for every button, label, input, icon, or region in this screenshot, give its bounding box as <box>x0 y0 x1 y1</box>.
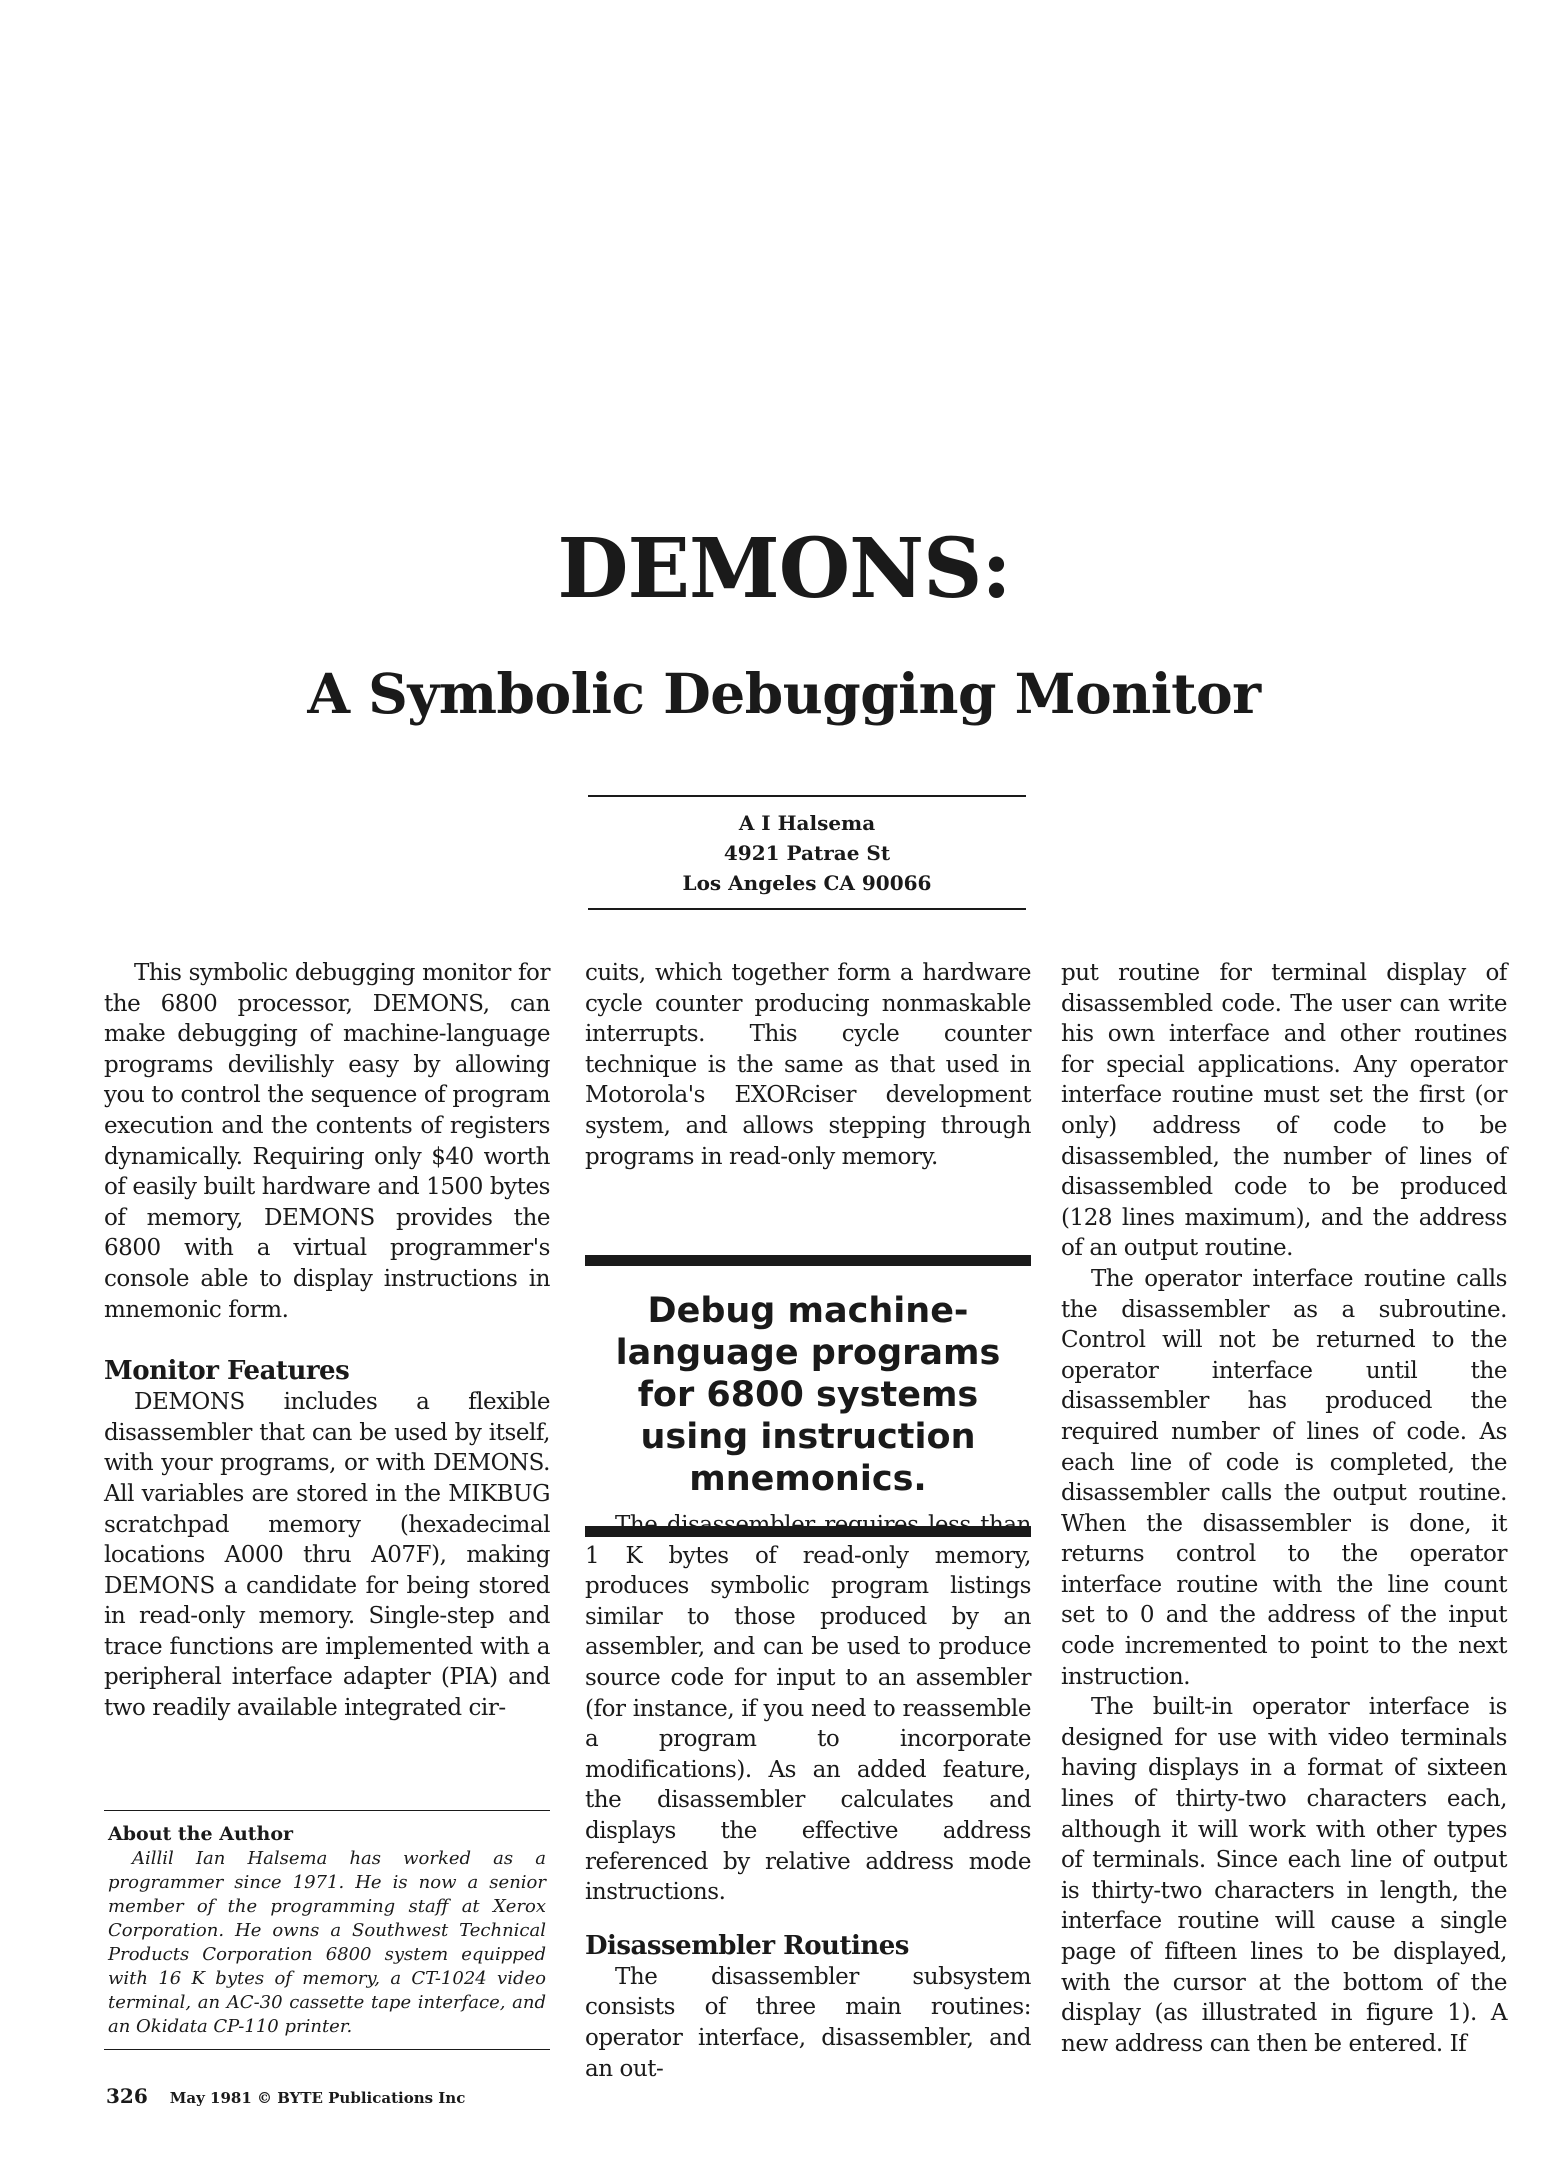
author-city: Los Angeles CA 90066 <box>682 871 932 895</box>
about-author-title: About the Author <box>108 1823 294 1845</box>
built-in-interface-paragraph: The built-in operator interface is designed for use with video terminals having displays in a format of sixteen lines of thirty-two characters each, although it will work with other types of terminals. Since each line of output is thirty-two characters in length, the interface routine will cause a single page of fifteen lines to be displayed, with the cursor at the bottom of the display (as illustrated in figure 1). A new address can then be entered. If <box>1061 1694 1507 2057</box>
output-routine-paragraph: put routine for terminal display of disassembled code. The user can write his own interface and other routines for special applications. Any operator interface routine must set the first (or only) address of code to be disassembled, the number of lines of disassembled code to be produced (128 lines maximum), and the address of an output routine. <box>1061 960 1507 1262</box>
disassembler-routines-heading: Disassembler Routines <box>585 1930 909 1961</box>
routines-paragraph: The disassembler subsystem consists of three main routines: operator interface, disassembler, and an out- <box>585 1963 1031 2082</box>
column-3 <box>1061 958 1507 2059</box>
column-2-top <box>585 958 1031 1172</box>
article-subtitle: A Symbolic Debugging Monitor <box>307 661 1261 726</box>
issue-credit: May 1981 © BYTE Publications Inc <box>169 2089 466 2107</box>
page-footer <box>106 2084 465 2108</box>
author-street: 4921 Patrae St <box>723 841 891 865</box>
column-1 <box>104 958 550 1724</box>
pull-quote: Debug machine-language programs for 6800 systems using instruction mnemonics. <box>585 1255 1031 1537</box>
author-name: A I Halsema <box>738 811 876 835</box>
page-number: 326 <box>106 2084 148 2108</box>
about-author-text: Aillil Ian Halsema has worked as a programmer since 1971. He is now a senior member of the programming staff at Xerox Corporation. He owns a Southwest Technical Products Corporation 6800 system equipped with 16 K bytes of memory, a CT-1024 video terminal, an AC-30 cassette tape interface, and an Okidata CP-110 printer. <box>108 1848 546 2037</box>
intro-paragraph: This symbolic debugging monitor for the 6800 processor, DEMONS, can make debugging of machine-language programs devilishly easy by allowing you to control the sequence of program execution and the contents of registers dynamically. Requiring only $40 worth of easily built hardware and 1500 bytes of memory, DEMONS provides the 6800 with a virtual programmer's console able to display instructions in mnemonic form. <box>104 960 550 1323</box>
continued-paragraph: cuits, which together form a hardware cycle counter producing nonmaskable interrupts. This cycle counter technique is the same as that used in Motorola's EXORciser development system, and allows stepping through programs in read-only memory. <box>585 960 1031 1170</box>
operator-interface-paragraph: The operator interface routine calls the disassembler as a subroutine. Control will not be returned to the operator interface until the disassembler has produced the required number of lines of code. As each line of code is completed, the disassembler calls the output routine. When the disassembler is done, it returns control to the operator interface routine with the line count set to 0 and the address of the input code incremented to point to the next instruction. <box>1061 1265 1507 1690</box>
article-title: DEMONS: <box>557 521 1011 617</box>
about-author-box <box>104 1810 550 2050</box>
features-paragraph: DEMONS includes a flexible disassembler that can be used by itself, with your programs, or with DEMONS. All variables are stored in the MIKBUG scratchpad memory (hexadecimal locations A000 thru A07F), making DEMONS a candidate for being stored in read-only memory. Single-step and trace functions are implemented with a peripheral interface adapter (PIA) and two readily available integrated cir- <box>104 1389 550 1722</box>
disassembler-paragraph: The disassembler requires less than 1 K bytes of read-only memory, produces symbolic program listings similar to those produced by an assembler, and can be used to produce source code for input to an assembler (for instance, if you need to reassemble a program to incorporate modifications). As an added feature, the disassembler calculates and displays the effective address referenced by relative address mode instructions. <box>585 1512 1031 1906</box>
monitor-features-heading: Monitor Features <box>104 1356 350 1387</box>
byline <box>588 795 1026 910</box>
column-2-bottom <box>585 1510 1031 2084</box>
